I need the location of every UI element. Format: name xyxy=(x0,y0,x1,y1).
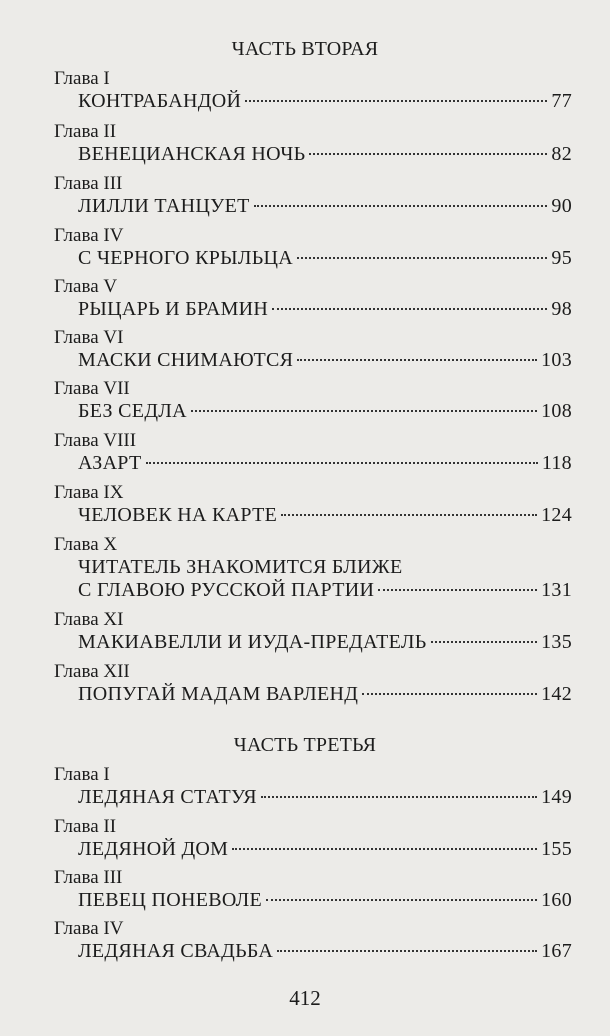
toc-entry xyxy=(78,452,572,475)
toc-entry xyxy=(78,786,572,809)
chapter-label: Глава IX xyxy=(54,482,124,503)
page-ref: 90 xyxy=(551,195,572,217)
toc-entry xyxy=(78,349,572,372)
toc-entry xyxy=(78,838,572,861)
dot-leader xyxy=(272,308,547,310)
page-number: 412 xyxy=(289,986,321,1010)
dot-leader xyxy=(266,899,537,901)
chapter-label: Глава VII xyxy=(54,378,130,399)
chapter-label: Глава I xyxy=(54,68,110,89)
toc-entry xyxy=(78,683,572,706)
chapter-label: Глава XII xyxy=(54,661,130,682)
page-ref: 82 xyxy=(551,143,572,165)
page-ref: 149 xyxy=(541,786,572,808)
page-ref: 95 xyxy=(551,247,572,269)
part-two-heading: ЧАСТЬ ВТОРАЯ xyxy=(231,38,379,60)
chapter-title: МАСКИ СНИМАЮТСЯ xyxy=(78,349,294,371)
chapter-title: ЛЕДЯНАЯ СТАТУЯ xyxy=(78,786,257,808)
page-ref: 160 xyxy=(541,889,572,911)
page-ref: 142 xyxy=(541,683,572,705)
chapter-title-line1: ЧИТАТЕЛЬ ЗНАКОМИТСЯ БЛИЖЕ xyxy=(78,556,403,578)
toc-entry xyxy=(78,143,572,166)
dot-leader xyxy=(245,100,547,102)
chapter-title: С ГЛАВОЮ РУССКОЙ ПАРТИИ xyxy=(78,579,375,601)
chapter-label: Глава II xyxy=(54,816,117,837)
chapter-title: ПЕВЕЦ ПОНЕВОЛЕ xyxy=(78,889,262,911)
toc-entry xyxy=(78,889,572,912)
chapter-title: ПОПУГАЙ МАДАМ ВАРЛЕНД xyxy=(78,683,359,705)
page-ref: 98 xyxy=(551,298,572,320)
chapter-label: Глава III xyxy=(54,867,123,888)
page-ref: 131 xyxy=(541,579,572,601)
dot-leader xyxy=(232,848,537,850)
toc-entry xyxy=(78,298,572,321)
dot-leader xyxy=(309,153,547,155)
toc-entry xyxy=(78,631,572,654)
chapter-label: Глава IV xyxy=(54,918,124,939)
toc-entry xyxy=(78,90,572,113)
chapter-title: ЛЕДЯНАЯ СВАДЬБА xyxy=(78,940,274,962)
chapter-title: АЗАРТ xyxy=(78,452,142,474)
chapter-label: Глава VIII xyxy=(54,430,137,451)
chapter-title: МАКИАВЕЛЛИ И ИУДА-ПРЕДАТЕЛЬ xyxy=(78,631,427,653)
dot-leader xyxy=(297,257,547,259)
chapter-title: ЛЕДЯНОЙ ДОМ xyxy=(78,838,229,860)
chapter-label: Глава II xyxy=(54,121,117,142)
chapter-label: Глава III xyxy=(54,173,123,194)
chapter-title: ЧЕЛОВЕК НА КАРТЕ xyxy=(78,504,278,526)
page-ref: 103 xyxy=(541,349,572,371)
chapter-title: С ЧЕРНОГО КРЫЛЬЦА xyxy=(78,247,294,269)
page-ref: 108 xyxy=(541,400,572,422)
chapter-label: Глава I xyxy=(54,764,110,785)
dot-leader xyxy=(378,589,537,591)
toc-entry xyxy=(78,247,572,270)
toc-entry xyxy=(78,195,572,218)
dot-leader xyxy=(261,796,537,798)
toc-entry xyxy=(78,400,572,423)
page-ref: 167 xyxy=(541,940,572,962)
chapter-title: КОНТРАБАНДОЙ xyxy=(78,90,242,112)
dot-leader xyxy=(281,514,537,516)
toc-entry xyxy=(78,504,572,527)
chapter-label: Глава IV xyxy=(54,225,124,246)
page-ref: 77 xyxy=(551,90,572,112)
chapter-title: БЕЗ СЕДЛА xyxy=(78,400,187,422)
chapter-label: Глава VI xyxy=(54,327,124,348)
dot-leader xyxy=(146,462,538,464)
dot-leader xyxy=(362,693,537,695)
page-ref: 118 xyxy=(541,452,572,474)
dot-leader xyxy=(191,410,537,412)
part-three-heading: ЧАСТЬ ТРЕТЬЯ xyxy=(233,734,377,756)
chapter-label: Глава X xyxy=(54,534,118,555)
dot-leader xyxy=(297,359,537,361)
chapter-title: ВЕНЕЦИАНСКАЯ НОЧЬ xyxy=(78,143,306,165)
chapter-label: Глава V xyxy=(54,276,118,297)
page-ref: 124 xyxy=(541,504,572,526)
dot-leader xyxy=(277,950,537,952)
chapter-title: РЫЦАРЬ И БРАМИН xyxy=(78,298,269,320)
toc-entry xyxy=(78,579,572,602)
dot-leader xyxy=(431,641,538,643)
page-ref: 135 xyxy=(541,631,572,653)
toc-entry xyxy=(78,940,572,963)
page-ref: 155 xyxy=(541,838,572,860)
dot-leader xyxy=(254,205,548,207)
chapter-label: Глава XI xyxy=(54,609,124,630)
chapter-title: ЛИЛЛИ ТАНЦУЕТ xyxy=(78,195,250,217)
